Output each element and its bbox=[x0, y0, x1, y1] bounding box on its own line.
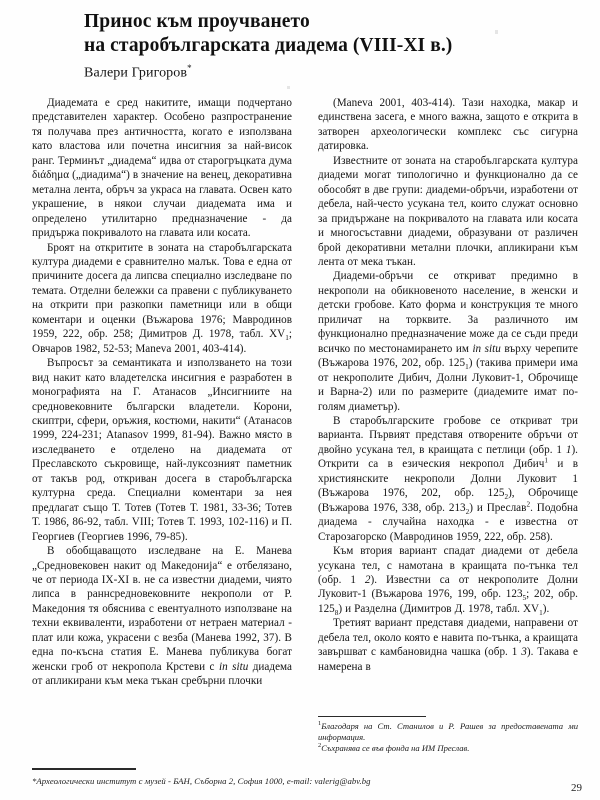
paragraph bbox=[318, 154, 578, 270]
figure-ref: 1 bbox=[565, 443, 572, 456]
subscript: 8 bbox=[334, 609, 339, 618]
footnote-item bbox=[318, 721, 578, 742]
page-title bbox=[84, 10, 584, 58]
subscript: 1 bbox=[465, 363, 469, 372]
latin-phrase: in situ bbox=[472, 342, 501, 355]
paragraph: Диадеми-обръчи се откриват предимно в некрополи на обикновеното население, в женски и детски гробове. Като форма и конструкция те много приличат на торквите. За различното им функционално предназначение може да се съди преди всичко по местонамирането им in situ върху черепите (Въжарова 1976, 202, обр. $125_1$) (такива примери има от некрополите Дибич, Долни Луковит-1, Оброчище и Варна-2) или по размерите (диадемите имат по-голям диаметър). bbox=[318, 270, 579, 413]
footnote-marker: 1 bbox=[318, 720, 322, 728]
title-block bbox=[84, 10, 584, 82]
author-name bbox=[84, 63, 584, 82]
footnote-separator-rule bbox=[318, 716, 426, 717]
subscript: 2 bbox=[504, 493, 509, 502]
paragraph-text: Въпросът за семантиката и използването на този вид накит като владетелска инсигния е разработен в монографията на Г. Атанасов „Инсигниите на средновековните български владетели. Корони, скиптри, сфери, оръжия, костюми, накити“ (Атанасов 1999, 224-231; Atanasov 1999, 81-94). Важно място в изследването е отделено на диадемата от Преславското съкровище, най-луксозният паметник от такъв род, откриван досега в старобългарска културна среда. Специални коментари за нея предлагат също Т. Тотев (Тотев Т. 1981, 33-36; Тотев Т. 1986, 86-92, табл. VIII; Тотев Т. 1993, 102-116) и П. Георгиев (Георгиев 1996, 79-85). bbox=[32, 357, 292, 543]
paragraph: Към втория вариант спадат диадеми от дебела усукана тел, с намотана в краищата по-тънка тел (обр. 1 2). Известни са от некрополите Долни Луковит-1 (Въжарова 1976, 199, обр. $123_5$; 202, обр. $125_8$) и Разделна (Димитров Д. 1978, табл. $XV_1$). bbox=[318, 545, 578, 618]
title-line-2: на старобългарската диадема (VIII-XI в.) bbox=[84, 35, 453, 57]
figure-ref: 2 bbox=[364, 573, 371, 586]
scan-artifact bbox=[495, 30, 498, 34]
paragraph: Третият вариант представя диадеми, направени от дебела тел, около която е навита по-тънка, а краищата завършват с камбановидна чашка (обр. 1 3). Такава е намерена в bbox=[318, 617, 578, 673]
subscript: 2 bbox=[465, 507, 470, 516]
footnote-ref[interactable]: 1 bbox=[544, 456, 548, 465]
paragraph-text: Известните от зоната на старобългарската култура диадеми могат типологично и функционално да се обособят в две групи: диадеми-обръчи, изработени от дебела, най-често усукана тел, които служат основно за придържане на покривалото на главата или косата и многосъставни диадеми, образувани от различен брой декоративни метални плочки, апликирани към лента от мека тъкан. bbox=[318, 154, 578, 268]
subscript: 5 bbox=[522, 594, 527, 603]
footnotes-block bbox=[318, 716, 578, 753]
paragraph-text: (Maneva 2001, 403-414). Тази находка, макар и единствена засега, е много важна, защото е открита в затворен археологически комплекс със сигурна датировка. bbox=[318, 97, 578, 153]
footnote-text: Съхранява се във фонда на ИМ Преслав. bbox=[321, 742, 470, 753]
author-label: Валери Григоров bbox=[84, 66, 188, 81]
figure-ref: 3 bbox=[521, 646, 527, 659]
title-line-1: Принос към проучването bbox=[84, 11, 310, 32]
latin-phrase: in situ bbox=[218, 660, 249, 673]
footnote-marker: 2 bbox=[318, 741, 322, 749]
subscript: 1 bbox=[539, 609, 543, 618]
scan-artifact bbox=[287, 86, 290, 89]
footnote-text: Благодаря на Ст. Станилов и Р. Рашев за предоставената ми информация. bbox=[318, 721, 578, 742]
paragraph-text: Диадемата е сред накитите, имащи подчертано представителен характер. Особено разпространение тя получава през античността, когато е използвана като властова или почетна инсигния за най-висок ранг. Терминът „диадема“ идва от старогръцката дума διάδημα („диадима“) в значение на венец, декоративна метална лента, обръч за украса на главата. Освен като украшение, в някои случаи диадемата има и определено утилитарно предназначение - да придържа покривалото на главата или косата. bbox=[32, 97, 292, 240]
right-column bbox=[318, 96, 578, 724]
footnote-ref[interactable]: 2 bbox=[526, 499, 531, 508]
page-number: 29 bbox=[571, 782, 582, 794]
subscript: 1 bbox=[285, 334, 289, 343]
footnote-item bbox=[318, 743, 578, 754]
paragraph bbox=[32, 96, 292, 241]
author-footnote-marker: * bbox=[187, 63, 192, 74]
paragraph: Броят на откритите в зоната на старобългарската култура диадеми е сравнително малък. Това е една от причините досега да липсва специално изследване по темата. Отделни бележки са правени с публикуването на открити при разкопки паметници или в общи коментари и оценки (Въжарова 1976; Мавродинов 1959, 222, обр. 258; Димитров Д. 1978, табл. $XV_1$; Овчаров 1982, 52-53; Maneva 2001, 403-414). bbox=[32, 241, 292, 355]
paragraph bbox=[318, 96, 578, 154]
paragraph: В обобщаващото изследване на Е. Манева „Средновековен накит од Македонија“ е отбелязано, че от периода IX-XI в. не са известни диадеми, чиято липса в раннсредновековните некрополи от Р. Македония тя обяснива с евентуалното използване на техни еквиваленти, изработени от нетраен материал - плат или кожа, украсени с везба (Манева 1992, 37). В една по-късна статия Е. Манева публикува богат женски гроб от некропола Крстеви с in situ диадема от апликирани към мека тъкан сребърни плочки bbox=[32, 545, 292, 688]
paragraph bbox=[32, 356, 292, 544]
affiliation-note: *Археологически институт с музей - БАН, Съборна 2, София 1000, e-mail: valerig@abv.bg bbox=[32, 776, 371, 786]
paragraph: В старобългарските гробове се откриват три варианта. Първият представя отворените обръчи от двойно усукана тел, в краищата с петлици (обр. 1 1). Открити са в езическия некропол Дибич$^1$ и в християнските некрополи Долни Луковит 1 (Въжарова 1976, 202, обр. $125_2$), Оброчище (Въжарова 1976, 338, обр. $213_2$) и Преслав$^2$. Подобна диадема - случайна находка - е известна от Старозагорско (Мавродинов 1959, 222, обр. 258). bbox=[318, 414, 578, 543]
left-column bbox=[32, 96, 292, 724]
body-columns bbox=[32, 96, 578, 724]
affiliation-separator-rule bbox=[32, 768, 136, 770]
